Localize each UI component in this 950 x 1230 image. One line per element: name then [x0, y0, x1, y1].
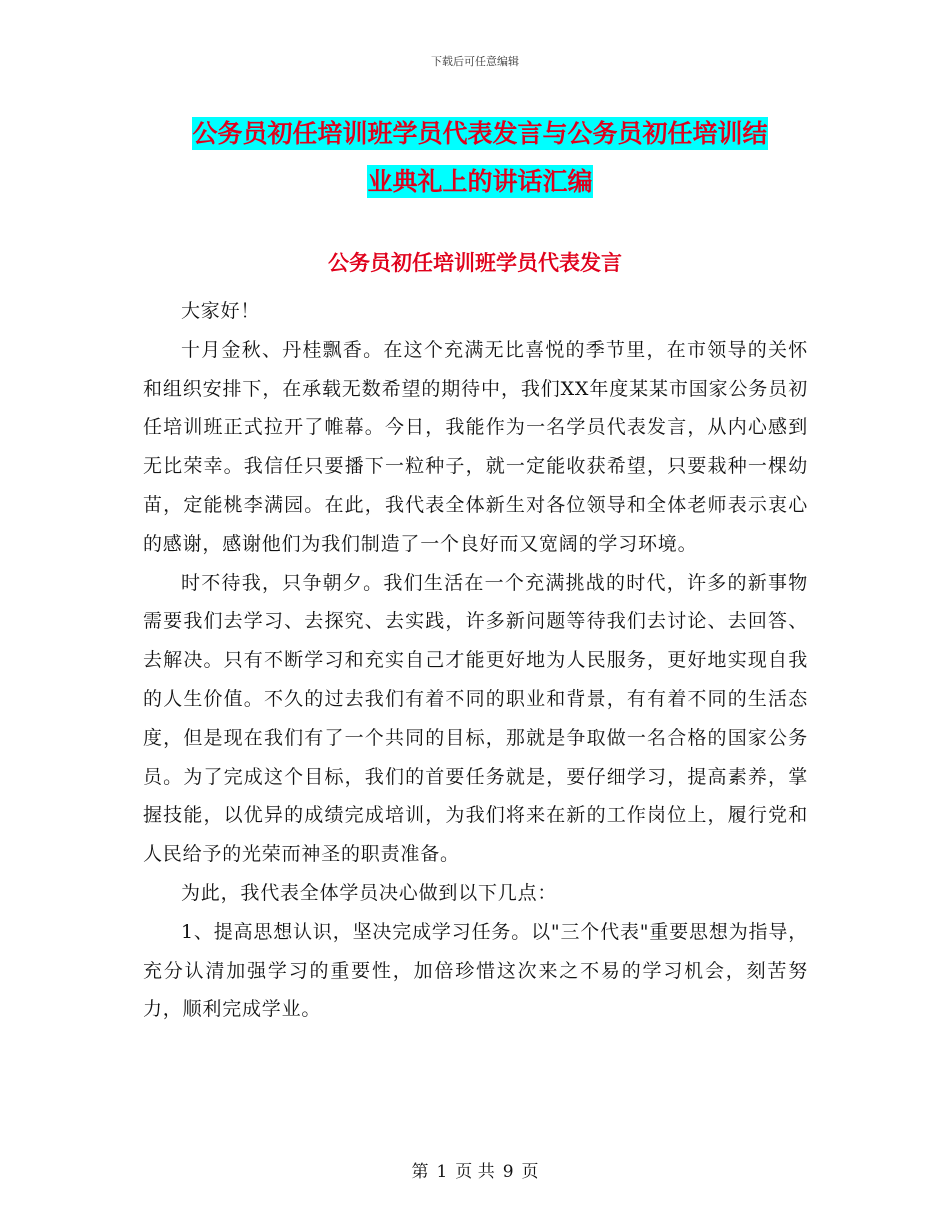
- page-number: 1: [436, 1162, 448, 1182]
- paragraph: 时不待我，只争朝夕。我们生活在一个充满挑战的时代，许多的新事物需要我们去学习、去探究、去实践，许多新问题等待我们去讨论、去回答、去解决。只有不断学习和充实自己才能更好地为人民服务，更好地实现自我的人生价值。不久的过去我们有着不同的职业和背景，有有着不同的生活态度，但是现在我们有了一个共同的目标，那就是争取做一名合格的国家公务员。为了完成这个目标，我们的首要任务就是，要仔细学习，提高素养，掌握技能，以优异的成绩完成培训，为我们将来在新的工作岗位上，履行党和人民给予的光荣而神圣的职责准备。: [143, 571, 808, 866]
- paragraph: 大家好！: [181, 300, 261, 322]
- paragraph: 十月金秋、丹桂飘香。在这个充满无比喜悦的季节里，在市领导的关怀和组织安排下，在承载无数希望的期待中，我们XX年度某某市国家公务员初任培训班正式拉开了帷幕。今日，我能作为一名学员代表发言，从内心感到无比荣幸。我信任只要播下一粒种子，就一定能收获希望，只要栽种一棵幼苗，定能桃李满园。在此，我代表全体新生对各位领导和全体老师表示衷心的感谢，感谢他们为我们制造了一个良好而又宽阔的学习环境。: [143, 338, 808, 555]
- header-note: 下载后可任意编辑: [431, 55, 519, 68]
- title-line-1: 公务员初任培训班学员代表发言与公务员初任培训结: [192, 119, 768, 148]
- page-footer: [0, 1157, 950, 1182]
- paragraph: 1、提高思想认识，坚决完成学习任务。以"三个代表"重要思想为指导，充分认清加强学习的重要性，加倍珍惜这次来之不易的学习机会，刻苦努力，顺利完成学业。: [143, 920, 808, 1021]
- total-pages: 9: [502, 1162, 514, 1182]
- title-line-2: 业典礼上的讲话汇编: [367, 167, 593, 196]
- paragraph: 为此，我代表全体学员决心做到以下几点：: [181, 881, 558, 904]
- section-title: 公务员初任培训班学员代表发言: [328, 251, 622, 275]
- footer-mid: 页 共: [455, 1162, 495, 1182]
- footer-prefix: 第: [411, 1162, 429, 1182]
- footer-suffix: 页: [521, 1162, 539, 1182]
- document-body: [143, 292, 808, 1029]
- document-title: [140, 110, 820, 206]
